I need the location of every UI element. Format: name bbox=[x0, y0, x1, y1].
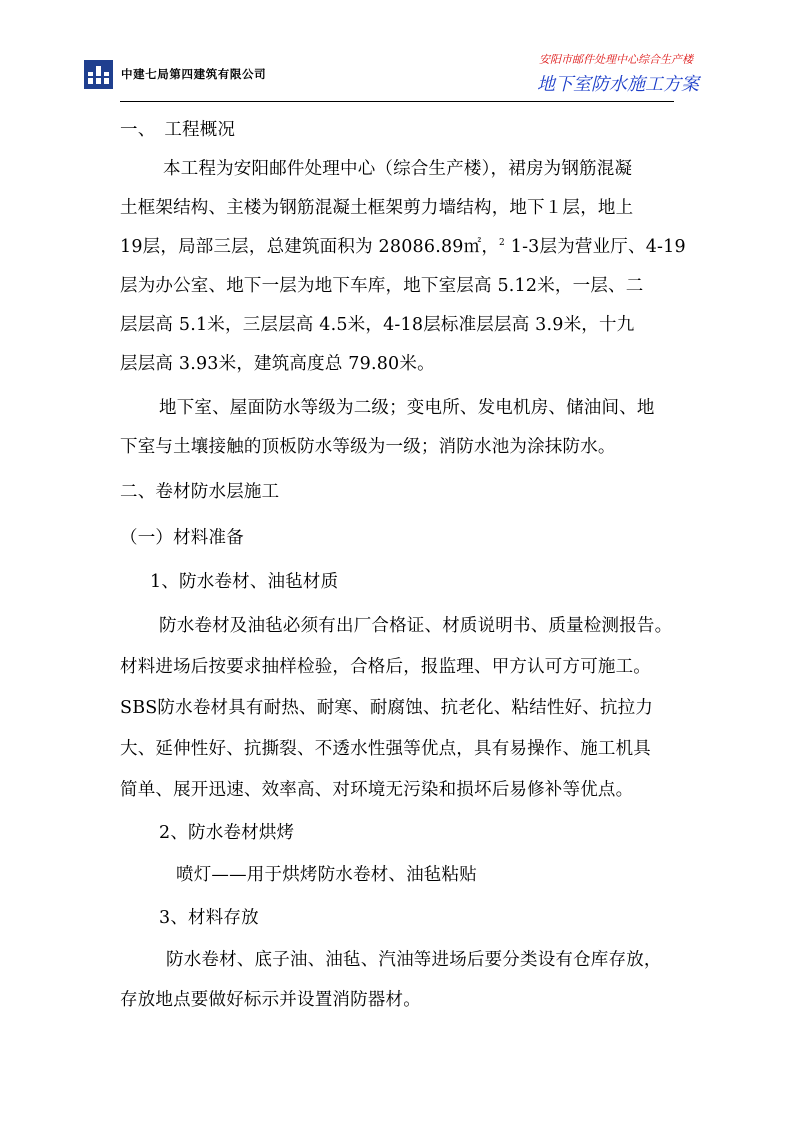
document-title: 地下室防水施工方案 bbox=[537, 74, 699, 95]
paragraph-line: 喷灯——用于烘烤防水卷材、油毡粘贴 bbox=[176, 865, 477, 885]
paragraph-line: SBS防水卷材具有耐热、耐寒、耐腐蚀、抗老化、粘结性好、抗拉力 bbox=[120, 698, 654, 718]
paragraph-line: 存放地点要做好标示并设置消防器材。 bbox=[120, 990, 421, 1010]
paragraph-line: 本工程为安阳邮件处理中心（综合生产楼），裙房为钢筋混凝 bbox=[163, 159, 633, 179]
paragraph-line: 地下室、屋面防水等级为二级；变电所、发电机房、储油间、地 bbox=[159, 398, 655, 418]
company-name: 中建七局第四建筑有限公司 bbox=[121, 67, 267, 81]
header-rule bbox=[120, 101, 674, 102]
paragraph-line: 材料进场后按要求抽样检验，合格后，报监理、甲方认可方可施工。 bbox=[120, 657, 651, 677]
paragraph-line: 防水卷材、底子油、油毡、汽油等进场后要分类设有仓库存放， bbox=[166, 950, 662, 970]
paragraph-line: 下室与土壤接触的顶板防水等级为一级；消防水池为涂抹防水。 bbox=[120, 437, 616, 457]
item-heading: 3、材料存放 bbox=[159, 908, 259, 928]
paragraph-line: 土框架结构、主楼为钢筋混凝土框架剪力墙结构，地下１层，地上 bbox=[120, 198, 634, 218]
item-heading: 2、防水卷材烘烤 bbox=[159, 823, 295, 843]
paragraph-line: 层层高 5.1米，三层层高 4.5米，4-18层标准层层高 3.9米，十九 bbox=[120, 315, 635, 335]
item-heading: 1、防水卷材、油毡材质 bbox=[150, 572, 339, 592]
paragraph-line: 简单、展开迅速、效率高、对环境无污染和损坏后易修补等优点。 bbox=[120, 780, 634, 800]
subsection-heading: （一）材料准备 bbox=[120, 528, 244, 548]
section-heading: 一、 工程概况 bbox=[120, 120, 236, 140]
section-heading: 二、卷材防水层施工 bbox=[120, 482, 280, 502]
company-logo bbox=[84, 60, 113, 89]
paragraph-line: 防水卷材及油毡必须有出厂合格证、材质说明书、质量检测报告。 bbox=[159, 616, 673, 636]
paragraph-line: 层层高 3.93米，建筑高度总 79.80米。 bbox=[120, 354, 435, 374]
paragraph-line: 层为办公室、地下一层为地下车库，地下室层高 5.12米，一层、二 bbox=[120, 276, 644, 296]
paragraph-line: 19层，局部三层，总建筑面积为 28086.89㎡，$^2$ 1-3层为营业厅、4-19 bbox=[120, 237, 686, 257]
paragraph-line: 大、延伸性好、抗撕裂、不透水性强等优点，具有易操作、施工机具 bbox=[120, 739, 651, 759]
project-name: 安阳市邮件处理中心综合生产楼 bbox=[539, 53, 693, 66]
